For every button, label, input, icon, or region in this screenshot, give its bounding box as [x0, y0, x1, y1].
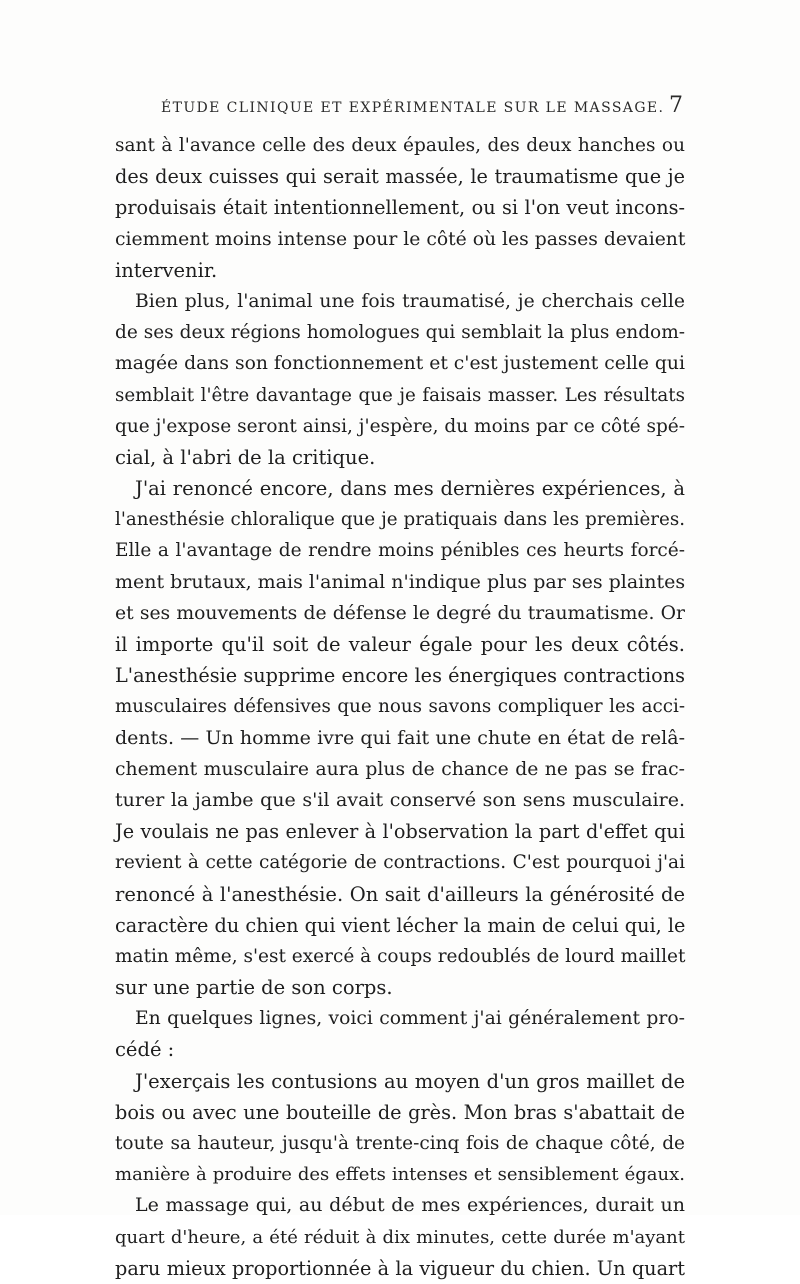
text-line: magée dans son fonctionnement et c'est justement celle qui — [115, 353, 685, 375]
text-line: caractère du chien qui vient lécher la main de celui qui, le — [115, 913, 686, 937]
running-head — [115, 93, 685, 124]
text-line: J'ai renoncé encore, dans mes dernières expériences, à — [135, 477, 685, 501]
page-number: 7 — [669, 93, 683, 118]
text-line: manière à produire des effets intenses et sensiblement égaux. — [115, 1164, 685, 1186]
text-line: l'anesthésie chloralique que je pratiquais dans les premières. — [115, 509, 685, 531]
text-line: Bien plus, l'animal une fois traumatisé, je cherchais celle — [135, 290, 685, 312]
text-line: musculaires défensives que nous savons compliquer les acci- — [115, 696, 685, 718]
text-line: paru mieux proportionnée à la vigueur du chien. Un quart — [115, 1256, 685, 1280]
text-line: produisais était intentionnellement, ou si l'on veut incons- — [115, 196, 685, 220]
running-title: ÉTUDE CLINIQUE ET EXPÉRIMENTALE SUR LE MASSAGE. — [161, 100, 665, 116]
text-line: sur une partie de son corps. — [115, 976, 393, 1000]
text-line: et ses mouvements de défense le degré du traumatisme. Or — [115, 602, 685, 624]
text-line: ciemment moins intense pour le côté où les passes devaient — [115, 228, 686, 250]
body-text — [115, 130, 685, 1284]
text-line: L'anesthésie supprime encore les énergiques contractions — [115, 664, 685, 688]
text-line: Elle a l'avantage de rendre moins pénibles ces heurts forcé- — [115, 540, 685, 562]
text-line: sant à l'avance celle des deux épaules, des deux hanches ou — [115, 135, 685, 156]
text-line: toute sa hauteur, jusqu'à trente-cinq fois de chaque côté, de — [115, 1133, 685, 1154]
text-line: matin même, s'est exercé à coups redoublés de lourd maillet — [115, 945, 686, 967]
text-line: dents. — Un homme ivre qui fait une chute en état de relâ- — [115, 726, 685, 749]
text-line: bois ou avec une bouteille de grès. Mon bras s'abattait de — [115, 1100, 685, 1124]
text-line: de ses deux régions homologues qui semblait la plus endom- — [115, 322, 685, 344]
text-line: des deux cuisses qui serait massée, le traumatisme que je — [115, 165, 685, 189]
text-line: quart d'heure, a été réduit à dix minutes, cette durée m'ayant — [115, 1226, 685, 1248]
text-line: En quelques lignes, voici comment j'ai généralement pro- — [135, 1008, 685, 1030]
text-line: cial, à l'abri de la critique. — [115, 445, 376, 469]
text-line: revient à cette catégorie de contractions. C'est pourquoi j'ai — [115, 852, 685, 874]
text-line: que j'expose seront ainsi, j'espère, du moins par ce côté spé- — [115, 415, 685, 437]
text-line: intervenir. — [115, 258, 218, 282]
text-line: Le massage qui, au début de mes expériences, durait un — [135, 1194, 685, 1217]
text-line: turer la jambe que s'il avait conservé son sens musculaire. — [115, 788, 685, 811]
text-line: renoncé à l'anesthésie. On sait d'ailleurs la générosité de — [115, 882, 685, 906]
text-line: chement musculaire aura plus de chance de ne pas se frac- — [115, 758, 685, 780]
text-line: semblait l'être davantage que je faisais masser. Les résultats — [115, 384, 685, 406]
text-line: J'exerçais les contusions au moyen d'un gros maillet de — [135, 1069, 685, 1093]
text-line: il importe qu'il soit de valeur égale pour les deux côtés. — [115, 633, 685, 656]
text-line: Je voulais ne pas enlever à l'observation la part d'effet qui — [115, 820, 685, 844]
text-line: ment brutaux, mais l'animal n'indique plus par ses plaintes — [115, 570, 686, 593]
text-line: cédé : — [115, 1038, 175, 1062]
